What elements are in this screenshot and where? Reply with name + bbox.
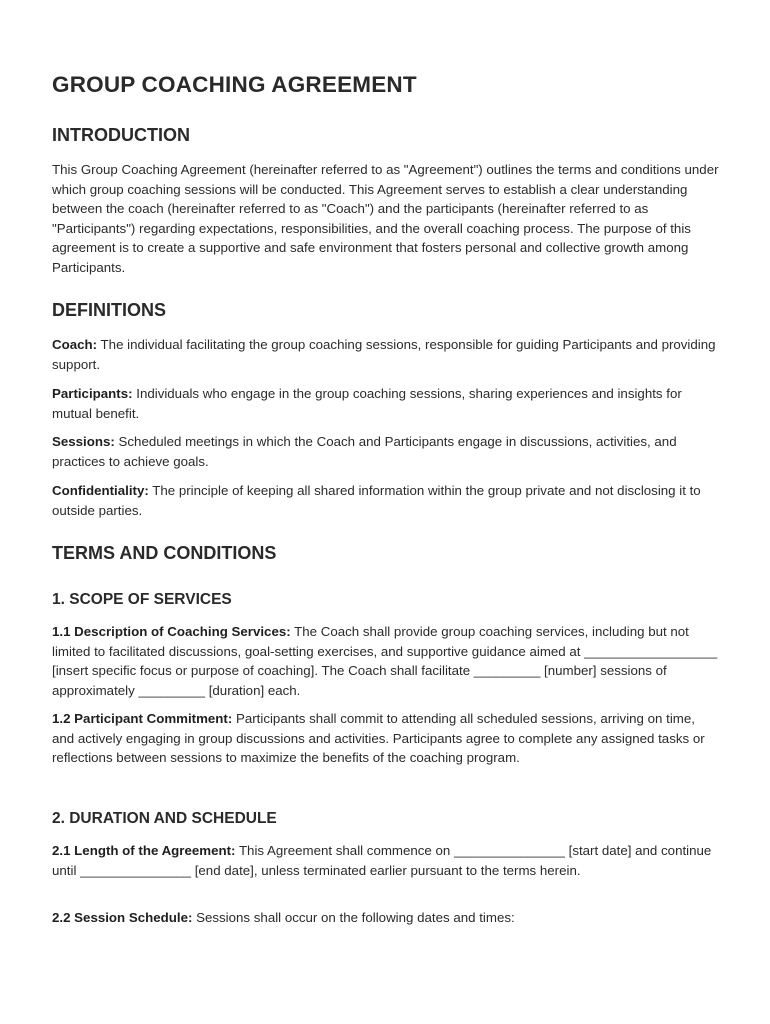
definition-text: Individuals who engage in the group coaching sessions, sharing experiences and insights for mutual benefit.: [52, 386, 682, 421]
definition-term: Coach:: [52, 337, 98, 352]
clause-2-2: [52, 908, 720, 928]
clause-text: The Coach shall provide group coaching services, including but not limited to facilitated discussions, goal-setting exercises, and supportive guidance aimed at __________________ [insert specific focus or purpose of coaching]. The Coach shall facilitate _________ [number] sessions of approximately _________ [duration] each.: [52, 624, 718, 698]
duration-heading: 2. DURATION AND SCHEDULE: [52, 810, 277, 827]
clause-text: Participants shall commit to attending all scheduled sessions, arriving on time, and actively engaging in group discussions and activities. Participants agree to complete any assigned tasks or reflections between sessions to maximize the benefits of the coaching program.: [52, 711, 705, 766]
clause-term: 1.2 Participant Commitment:: [52, 711, 233, 726]
clause-term: 1.1 Description of Coaching Services:: [52, 624, 291, 639]
clause-1-1: [52, 622, 720, 700]
definitions-heading: DEFINITIONS: [52, 300, 167, 320]
definition-term: Sessions:: [52, 434, 115, 449]
clause-term: 2.2 Session Schedule:: [52, 910, 193, 925]
introduction-text: This Group Coaching Agreement (hereinafter referred to as "Agreement") outlines the terms and conditions under which group coaching sessions will be conducted. This Agreement serves to establish a clear understanding between the coach (hereinafter referred to as "Coach") and the participants (hereinafter referred to as "Participants") regarding expectations, responsibilities, and the overall coaching process. The purpose of this agreement is to create a supportive and safe environment that fosters personal and collective growth among Participants.: [52, 162, 719, 275]
definition-sessions: [52, 432, 720, 471]
definition-confidentiality: [52, 481, 720, 520]
definition-text: Scheduled meetings in which the Coach and Participants engage in discussions, activities, and practices to achieve goals.: [52, 434, 677, 469]
clause-text: This Agreement shall commence on _______________ [start date] and continue until _______________ [end date], unless terminated earlier pursuant to the terms herein.: [52, 843, 712, 878]
clause-2-1: [52, 841, 720, 880]
definition-text: The individual facilitating the group coaching sessions, responsible for guiding Participants and providing support.: [52, 337, 716, 372]
document-title: GROUP COACHING AGREEMENT: [52, 72, 417, 97]
clause-1-2: [52, 709, 720, 768]
introduction-heading: INTRODUCTION: [52, 125, 190, 145]
definition-term: Participants:: [52, 386, 133, 401]
clause-text: Sessions shall occur on the following dates and times:: [196, 910, 515, 925]
terms-heading: TERMS AND CONDITIONS: [52, 543, 277, 563]
definition-coach: [52, 335, 720, 374]
clause-term: 2.1 Length of the Agreement:: [52, 843, 236, 858]
definition-term: Confidentiality:: [52, 483, 149, 498]
definition-text: The principle of keeping all shared information within the group private and not disclosing it to outside parties.: [52, 483, 701, 518]
definition-participants: [52, 384, 720, 423]
scope-heading: 1. SCOPE OF SERVICES: [52, 591, 232, 608]
